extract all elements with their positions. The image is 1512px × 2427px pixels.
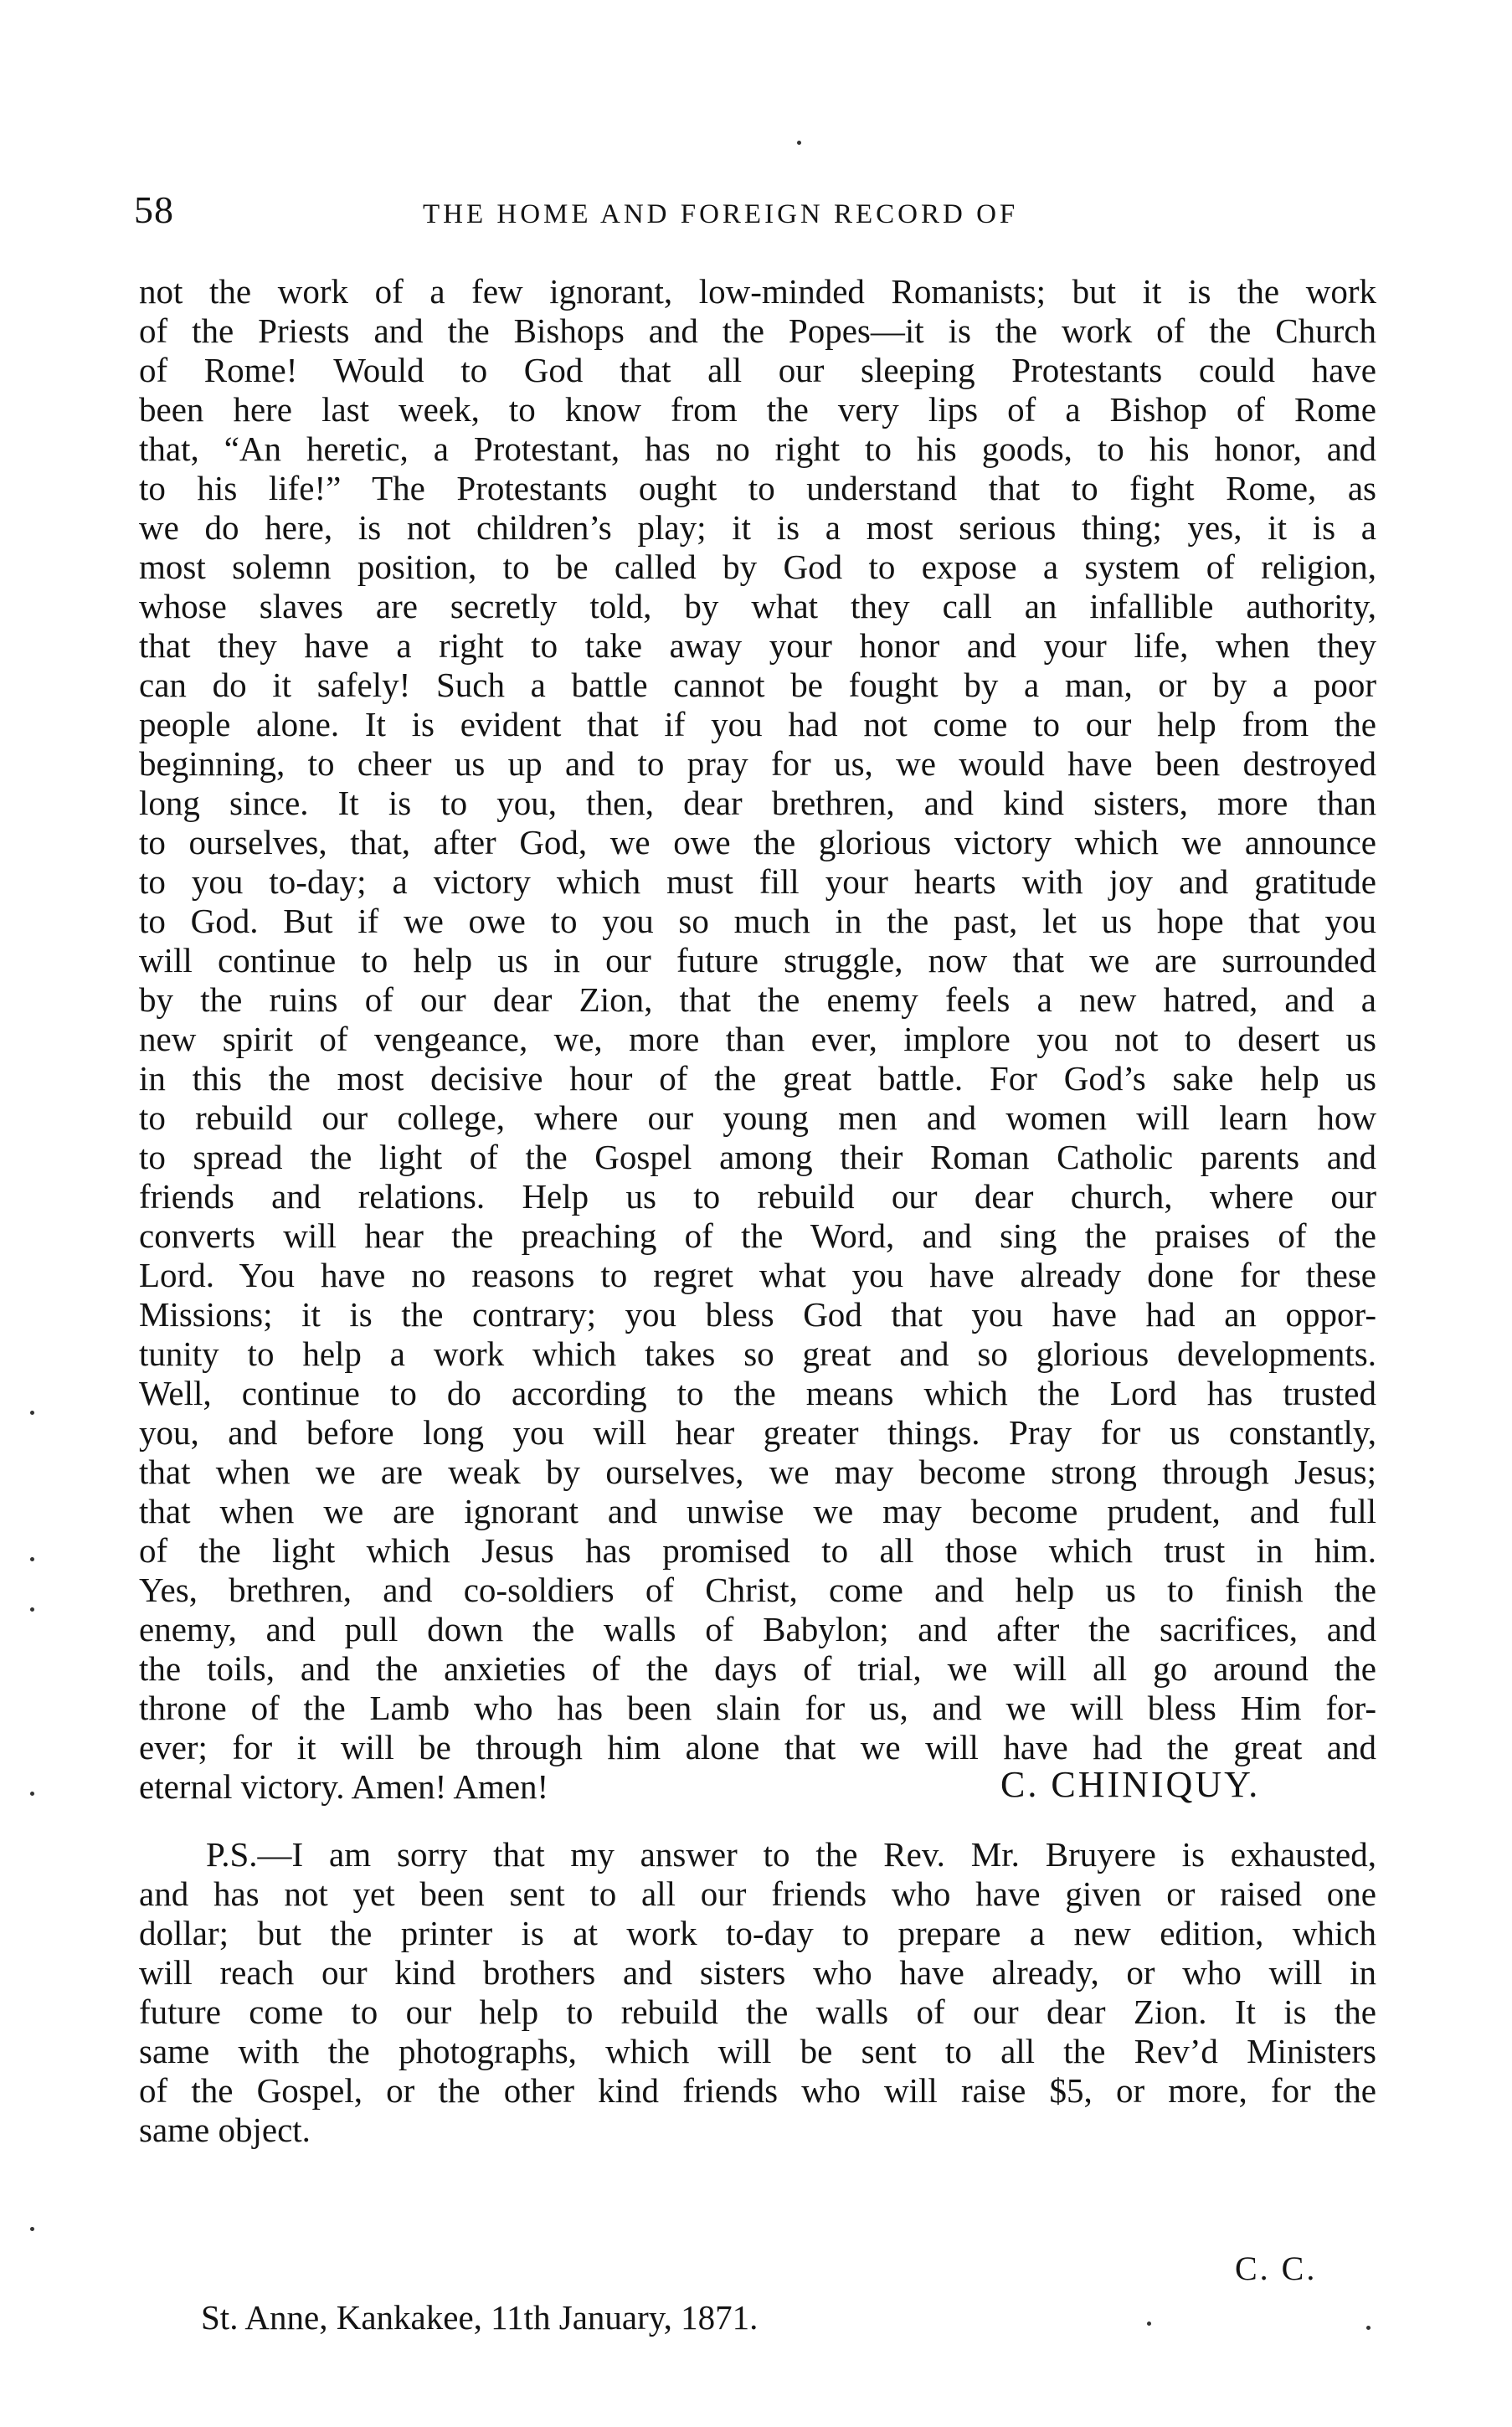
body-line: tunity to help a work which takes so great and so glorious developments. [139,1334,1376,1373]
body-line: Yes, brethren, and co-soldiers of Christ, come and help us to finish the [139,1571,1376,1609]
dateline: St. Anne, Kankakee, 11th January, 1871. [201,2298,759,2337]
body-line: most solemn position, to be called by God to expose a system of religion, [139,548,1376,586]
scan-speck [797,141,801,145]
postscript-initials: C. C. [1235,2250,1318,2287]
scan-speck [30,1607,34,1612]
body-line: that they have a right to take away your honor and your life, when they [139,626,1376,665]
body-line: of the Priests and the Bishops and the Popes—it is the work of the Church [139,311,1376,350]
author-signature: C. CHINIQUY. [1000,1764,1261,1805]
postscript-line: of the Gospel, or the other kind friends who will raise $5, or more, for the [139,2071,1376,2110]
body-line: can do it safely! Such a battle cannot be fought by a man, or by a poor [139,666,1376,704]
body-line: Lord. You have no reasons to regret what you have already done for these [139,1256,1376,1294]
body-line: to spread the light of the Gospel among their Roman Catholic parents and [139,1138,1376,1176]
scan-speck [30,2227,34,2231]
body-line: of Rome! Would to God that all our sleeping Protestants could have [139,351,1376,389]
body-line: we do here, is not children’s play; it is a most serious thing; yes, it is a [139,508,1376,547]
body-line: Well, continue to do according to the means which the Lord has trusted [139,1374,1376,1412]
body-line: by the ruins of our dear Zion, that the enemy feels a new hatred, and a [139,980,1376,1019]
body-line: to God. But if we owe to you so much in the past, let us hope that you [139,902,1376,940]
postscript-line: future come to our help to rebuild the walls of our dear Zion. It is the [139,1993,1376,2031]
body-line: the toils, and the anxieties of the days of trial, we will all go around the [139,1649,1376,1688]
body-line: throne of the Lamb who has been slain for us, and we will bless Him for- [139,1689,1376,1727]
page-number: 58 [134,188,174,231]
body-line: eternal victory. Amen! Amen! [139,1767,549,1806]
scan-speck [30,1792,34,1796]
body-line: been here last week, to know from the very lips of a Bishop of Rome [139,390,1376,429]
body-line: that when we are ignorant and unwise we may become prudent, and full [139,1492,1376,1530]
body-line: in this the most decisive hour of the great battle. For God’s sake help us [139,1059,1376,1098]
scan-speck [30,1411,34,1415]
body-line: to rebuild our college, where our young men and women will learn how [139,1098,1376,1137]
body-line: to ourselves, that, after God, we owe the glorious victory which we announce [139,823,1376,861]
postscript-line: and has not yet been sent to all our friends who have given or raised one [139,1874,1376,1913]
postscript-line: P.S.—I am sorry that my answer to the Rev. Mr. Bruyere is exhausted, [206,1835,1376,1874]
body-line: will continue to help us in our future struggle, now that we are surrounded [139,941,1376,980]
body-line: beginning, to cheer us up and to pray for us, we would have been destroyed [139,744,1376,783]
running-title: THE HOME AND FOREIGN RECORD OF [423,199,1019,229]
body-line: not the work of a few ignorant, low-minded Romanists; but it is the work [139,272,1376,311]
postscript [139,1833,1376,2148]
scan-speck [30,1557,34,1561]
body-line: enemy, and pull down the walls of Babylon; and after the sacrifices, and [139,1610,1376,1648]
body-line: new spirit of vengeance, we, more than ever, implore you not to desert us [139,1020,1376,1058]
body-line: ever; for it will be through him alone that we will have had the great and [139,1728,1376,1766]
body-line: Missions; it is the contrary; you bless God that you have had an oppor- [139,1295,1376,1334]
postscript-line: same with the photographs, which will be sent to all the Rev’d Ministers [139,2032,1376,2070]
body-line: long since. It is to you, then, dear brethren, and kind sisters, more than [139,784,1376,822]
body-line: people alone. It is evident that if you had not come to our help from the [139,705,1376,743]
postscript-line: same object. [139,2111,311,2149]
body-line: you, and before long you will hear greater things. Pray for us constantly, [139,1413,1376,1452]
scan-speck [1366,2326,1371,2330]
scan-speck [1147,2322,1151,2326]
body-line: of the light which Jesus has promised to all those which trust in him. [139,1531,1376,1570]
body-line: to you to-day; a victory which must fill your hearts with joy and gratitude [139,862,1376,901]
postscript-line: will reach our kind brothers and sisters who have already, or who will in [139,1953,1376,1992]
body-line: that, “An heretic, a Protestant, has no right to his goods, to his honor, and [139,429,1376,468]
letter-body [139,272,1376,1807]
postscript-line: dollar; but the printer is at work to-day to prepare a new edition, which [139,1914,1376,1952]
body-line: to his life!” The Protestants ought to understand that to fight Rome, as [139,469,1376,507]
body-line: whose slaves are secretly told, by what they call an infallible authority, [139,587,1376,625]
body-line: friends and relations. Help us to rebuild our dear church, where our [139,1177,1376,1216]
body-line: converts will hear the preaching of the Word, and sing the praises of the [139,1216,1376,1255]
body-line: that when we are weak by ourselves, we may become strong through Jesus; [139,1453,1376,1491]
